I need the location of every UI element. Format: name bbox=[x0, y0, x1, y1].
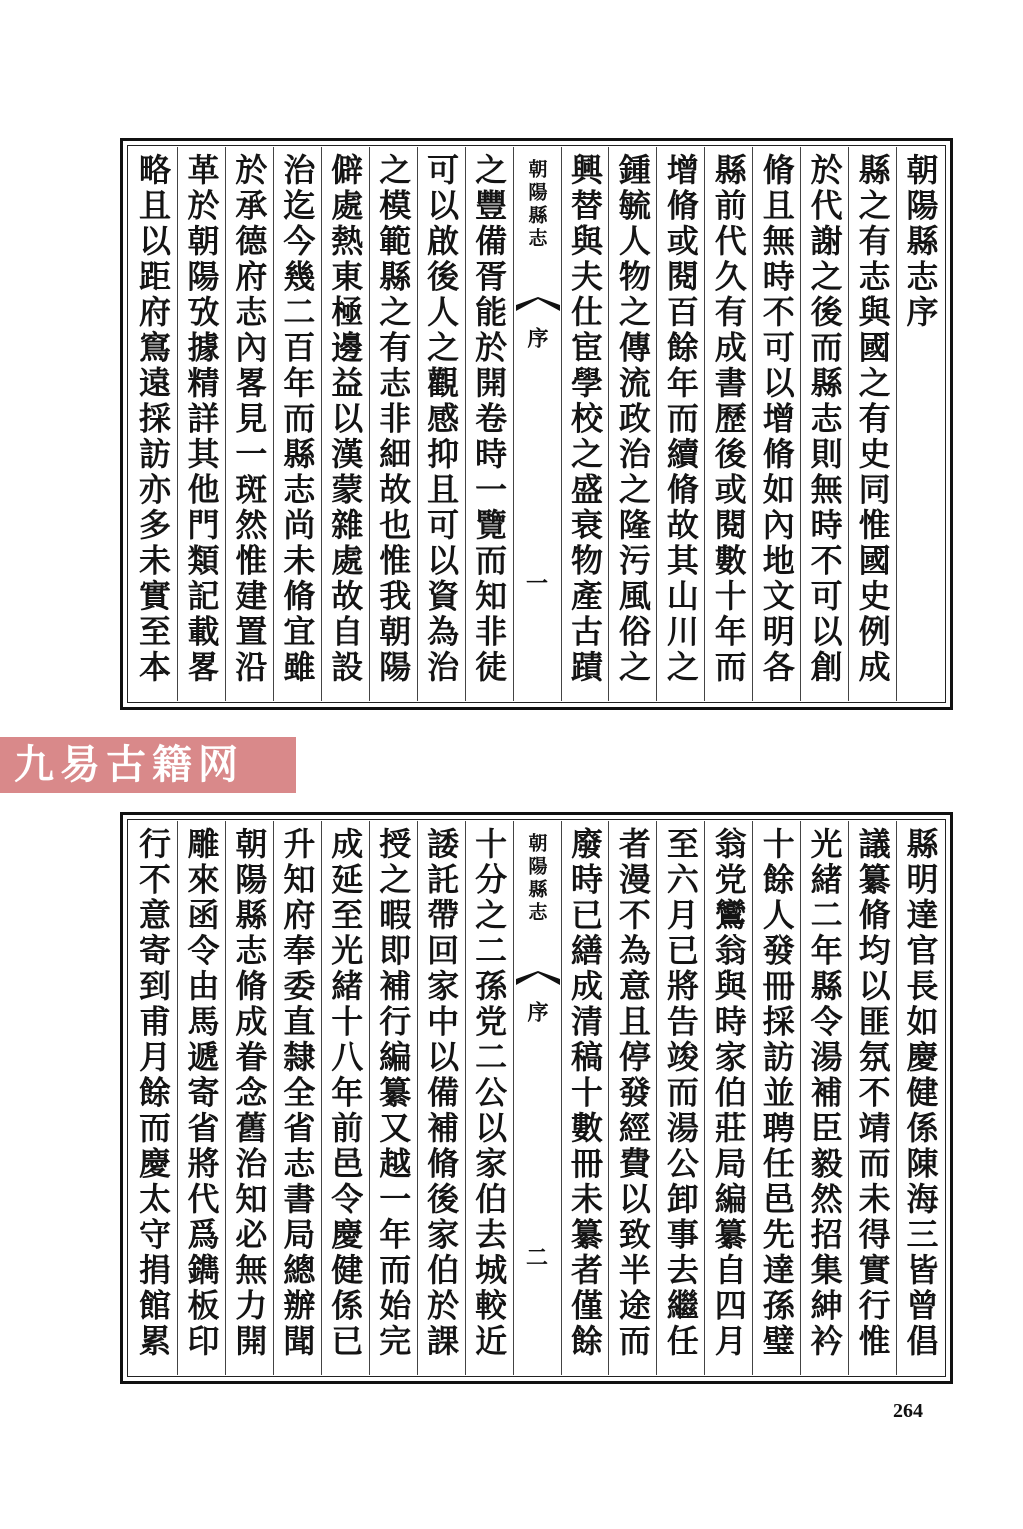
text-column bbox=[465, 147, 513, 701]
text-column bbox=[608, 147, 656, 701]
book-title: 朝陽縣志 bbox=[525, 833, 548, 925]
text-column-line: 僻處熱東極邊益以漢蒙雜處故自設 bbox=[326, 153, 365, 686]
text-column-line: 十餘人發冊採訪並聘任邑先達孫璧 bbox=[757, 827, 796, 1360]
leaf-number: 一 bbox=[526, 571, 549, 597]
text-column-line: 略且以距府窵遠採訪亦多未實至本 bbox=[134, 153, 173, 686]
text-column-line: 縣之有志與國之有史同惟國史例成 bbox=[853, 153, 892, 686]
text-column bbox=[417, 821, 465, 1375]
text-column-line: 於代謝之後而縣志則無時不可以創 bbox=[805, 153, 844, 686]
text-column-line: 鍾毓人物之傳流政治之隆污風俗之 bbox=[613, 153, 652, 686]
text-column-line: 縣前代久有成書歷後或閱數十年而 bbox=[709, 153, 748, 686]
text-column-line: 升知府奉委直隸全省志書局總辦聞 bbox=[278, 827, 317, 1360]
text-column-line: 至六月已將告竣而湯公卸事去繼任 bbox=[661, 827, 700, 1360]
text-column-line: 成延至光緒十八年前邑令慶健係已 bbox=[326, 827, 365, 1360]
text-column-line: 廢時已繕成清稿十數冊未纂者僅餘 bbox=[565, 827, 604, 1360]
text-column bbox=[896, 147, 944, 701]
text-column-line: 十分之二孫党二公以家伯去城較近 bbox=[470, 827, 509, 1360]
text-column bbox=[417, 147, 465, 701]
text-column-line: 翁党鸞翁與時家伯莊局編纂自四月 bbox=[709, 827, 748, 1360]
book-title: 朝陽縣志 bbox=[525, 159, 548, 251]
text-column bbox=[321, 147, 369, 701]
text-column bbox=[800, 821, 848, 1375]
section-title: 序 bbox=[525, 1001, 551, 1022]
fish-tail-mark-icon bbox=[516, 971, 560, 985]
text-column-line: 於承德府志內畧見一斑然惟建置沿 bbox=[230, 153, 269, 686]
text-column-line: 議纂脩均以匪氛不靖而未得實行惟 bbox=[853, 827, 892, 1360]
text-column-line: 朝陽縣志脩成眷念舊治知必無力開 bbox=[230, 827, 269, 1360]
text-column bbox=[608, 821, 656, 1375]
fish-tail-mark-icon bbox=[516, 297, 560, 311]
text-column bbox=[656, 821, 704, 1375]
text-column bbox=[225, 821, 273, 1375]
text-column bbox=[321, 821, 369, 1375]
text-column bbox=[369, 147, 417, 701]
text-column-line: 雕來函令由馬遞寄省將代爲鐫板印 bbox=[182, 827, 221, 1360]
text-column bbox=[752, 147, 800, 701]
text-column bbox=[752, 821, 800, 1375]
text-column-line: 授之暇即補行編纂又越一年而始完 bbox=[374, 827, 413, 1360]
text-column-line: 行不意寄到甫月餘而慶太守捐館累 bbox=[134, 827, 173, 1360]
text-column-line: 治迄今幾二百年而縣志尚未脩宜雖 bbox=[278, 153, 317, 686]
text-column bbox=[273, 147, 321, 701]
text-column-line: 增脩或閱百餘年而續脩故其山川之 bbox=[661, 153, 700, 686]
leaf-number: 二 bbox=[526, 1245, 549, 1271]
center-fold bbox=[513, 147, 561, 701]
text-column bbox=[848, 821, 896, 1375]
center-fold bbox=[513, 821, 561, 1375]
text-columns bbox=[129, 147, 944, 701]
text-column bbox=[656, 147, 704, 701]
text-column-line: 脩且無時不可以增脩如內地文明各 bbox=[757, 153, 796, 686]
text-column bbox=[177, 821, 225, 1375]
text-column bbox=[129, 821, 177, 1375]
text-column-line: 興替與夫仕宦學校之盛衰物產古蹟 bbox=[565, 153, 604, 686]
text-column bbox=[704, 147, 752, 701]
text-column bbox=[369, 821, 417, 1375]
text-columns bbox=[129, 821, 944, 1375]
text-column-line: 光緒二年縣令湯補臣毅然招集紳衿 bbox=[805, 827, 844, 1360]
text-column-line: 之豐備胥能於開卷時一覽而知非徒 bbox=[470, 153, 509, 686]
text-column-line: 可以啟後人之觀感抑且可以資為治 bbox=[422, 153, 461, 686]
text-column bbox=[177, 147, 225, 701]
text-column bbox=[800, 147, 848, 701]
text-column-line: 者漫不為意且停發經費以致半途而 bbox=[613, 827, 652, 1360]
text-column bbox=[896, 821, 944, 1375]
text-column bbox=[273, 821, 321, 1375]
text-column bbox=[129, 147, 177, 701]
text-column bbox=[704, 821, 752, 1375]
page-block-top bbox=[120, 138, 953, 710]
text-column bbox=[561, 821, 609, 1375]
text-column bbox=[465, 821, 513, 1375]
text-column-line: 諉託帶回家中以備補脩後家伯於課 bbox=[422, 827, 461, 1360]
text-column-line: 革於朝陽攷據精詳其他門類記載畧 bbox=[182, 153, 221, 686]
text-column-line: 朝陽縣志序 bbox=[901, 153, 940, 331]
section-title: 序 bbox=[525, 327, 551, 348]
text-column bbox=[561, 147, 609, 701]
text-column-line: 縣明達官長如慶健係陳海三皆曾倡 bbox=[901, 827, 940, 1360]
text-column-line: 之模範縣之有志非細故也惟我朝陽 bbox=[374, 153, 413, 686]
page-number: 264 bbox=[893, 1400, 923, 1422]
site-watermark: 九易古籍网 bbox=[0, 737, 296, 793]
text-column bbox=[848, 147, 896, 701]
page-block-bottom bbox=[120, 812, 953, 1384]
text-column bbox=[225, 147, 273, 701]
